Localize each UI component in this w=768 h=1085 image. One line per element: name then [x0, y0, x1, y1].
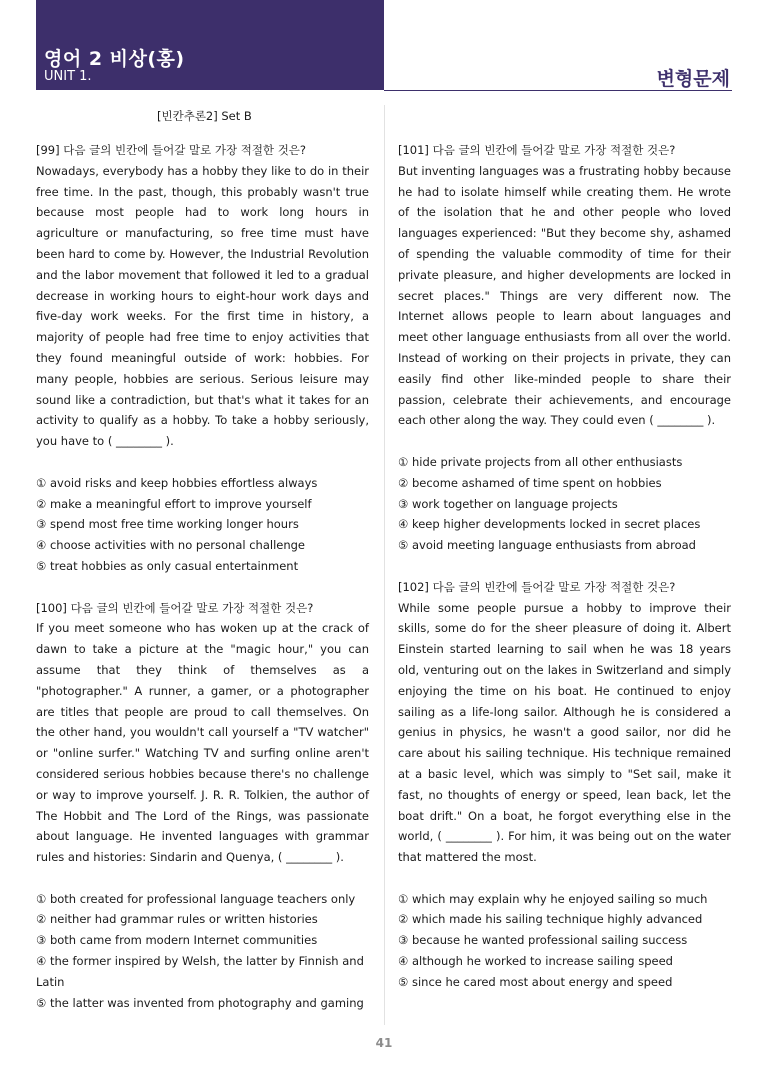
- question-100: [36, 598, 369, 1014]
- question-title: [101] 다음 글의 빈칸에 들어갈 말로 가장 적절한 것은?: [398, 143, 676, 157]
- question-101: [398, 140, 731, 556]
- question-passage: While some people pursue a hobby to improve their skills, some do for the sheer pleasure of doing it. Albert Einstein started learning to sail when he was 18 years old, venturing out on the lakes in Switzerland and simply enjoying the time on his boat. He continued to enjoy sailing as a life-long sailor. Although he is considered a genius in physics, he wasn't a good sailor, nor did he care about his sailing technique. His technique remained at a basic level, which was simply to "Set sail, make it fast, no thoughts of energy or speed, lean back, let the boat drift." On a boat, he forgot everything else in the world, ( ________ ). For him, it was being out on the water that mattered the most.: [398, 600, 731, 865]
- answer-option[interactable]: ③ work together on language projects: [398, 496, 618, 511]
- book-title: 영어 2 비상(홍): [44, 48, 185, 70]
- answer-options: [36, 889, 369, 1014]
- page-number: 41: [375, 1036, 393, 1050]
- question-title: [102] 다음 글의 빈칸에 들어갈 말로 가장 적절한 것은?: [398, 579, 676, 594]
- column-divider: [384, 105, 385, 1025]
- left-column: [36, 140, 369, 1013]
- answer-option[interactable]: ④ although he worked to increase sailing speed: [398, 954, 673, 969]
- answer-option[interactable]: ③ spend most free time working longer hours: [36, 517, 299, 532]
- right-column: [398, 140, 731, 993]
- answer-option[interactable]: ② make a meaningful effort to improve yourself: [36, 496, 312, 511]
- answer-option[interactable]: ① avoid risks and keep hobbies effortless always: [36, 475, 318, 490]
- question-99: [36, 140, 369, 577]
- answer-option[interactable]: ① both created for professional language teachers only: [36, 891, 356, 906]
- answer-option[interactable]: ⑤ the latter was invented from photography and gaming: [36, 995, 364, 1010]
- question-102: [398, 577, 731, 993]
- answer-option[interactable]: ② neither had grammar rules or written histories: [36, 912, 318, 927]
- set-label: [빈칸추론2] Set B: [157, 109, 252, 123]
- answer-option[interactable]: ③ because he wanted professional sailing success: [398, 933, 688, 948]
- answer-options: [398, 452, 731, 556]
- answer-option[interactable]: ③ both came from modern Internet communities: [36, 933, 318, 948]
- answer-option[interactable]: ⑤ treat hobbies as only casual entertainment: [36, 558, 299, 573]
- header-rule: [384, 90, 732, 91]
- unit-label: UNIT 1.: [44, 69, 92, 84]
- answer-option[interactable]: ⑤ since he cared most about energy and speed: [398, 974, 673, 989]
- answer-option[interactable]: ④ keep higher developments locked in secret places: [398, 517, 701, 532]
- answer-options: [398, 889, 731, 993]
- answer-option[interactable]: ② become ashamed of time spent on hobbies: [398, 475, 662, 490]
- answer-options: [36, 473, 369, 577]
- question-passage: Nowadays, everybody has a hobby they like to do in their free time. In the past, though, this probably wasn't true because most people had to work long hours in agriculture or manufacturing, so free time must have been hard to come by. However, the Industrial Revolution and the labor movement that followed it led to a gradual decrease in working hours to eight-hour work days and five-day work weeks. For the first time in history, a majority of people had free time to enjoy activities that they found meaningful outside of work: hobbies. For many people, hobbies are serious. Serious leisure may sound like a contradiction, but that's what it takes for an activity to qualify as a hobby. To take a hobby seriously, you have to ( ________ ).: [36, 163, 369, 449]
- question-title: [100] 다음 글의 빈칸에 들어갈 말로 가장 적절한 것은?: [36, 600, 314, 615]
- question-passage: If you meet someone who has woken up at the crack of dawn to take a picture at the "magic hour," you can assume that they think of themselves as a "photographer." A runner, a gamer, or a photographer are titles that people are proud to call themselves. On the other hand, you wouldn't call yourself a "TV watcher" or "online surfer." Watching TV and surfing online aren't considered serious hobbies because there's no challenge or way to improve yourself. J. R. R. Tolkien, the author of The Hobbit and The Lord of the Rings, was passionate about language. He invented languages with grammar rules and histories: Sindarin and Quenya, ( ________ ).: [36, 621, 369, 865]
- question-passage: But inventing languages was a frustrating hobby because he had to isolate himself while creating them. He wrote of the isolation that he and other people who loved languages experienced: "But they become shy, ashamed of spending the valuable commodity of time for their private pleasure, and higher developments are locked in secret places." Things are very different now. The Internet allows people to learn about languages and meet other language enthusiasts from all over the world. Instead of working on their projects in private, they can easily find other like-minded people to share their passion, celebrate their achievements, and encourage each other along the way. They could even ( ________ ).: [398, 163, 731, 428]
- answer-option[interactable]: ① which may explain why he enjoyed sailing so much: [398, 891, 708, 906]
- answer-option[interactable]: ⑤ avoid meeting language enthusiasts from abroad: [398, 538, 696, 553]
- answer-option[interactable]: ② which made his sailing technique highly advanced: [398, 912, 703, 927]
- question-title: [99] 다음 글의 빈칸에 들어갈 말로 가장 적절한 것은?: [36, 143, 307, 157]
- answer-option[interactable]: ④ choose activities with no personal challenge: [36, 538, 306, 553]
- document-type-label: 변형문제: [656, 68, 730, 90]
- answer-option[interactable]: ④ the former inspired by Welsh, the latter by Finnish and Latin: [36, 954, 364, 989]
- answer-option[interactable]: ① hide private projects from all other enthusiasts: [398, 454, 683, 469]
